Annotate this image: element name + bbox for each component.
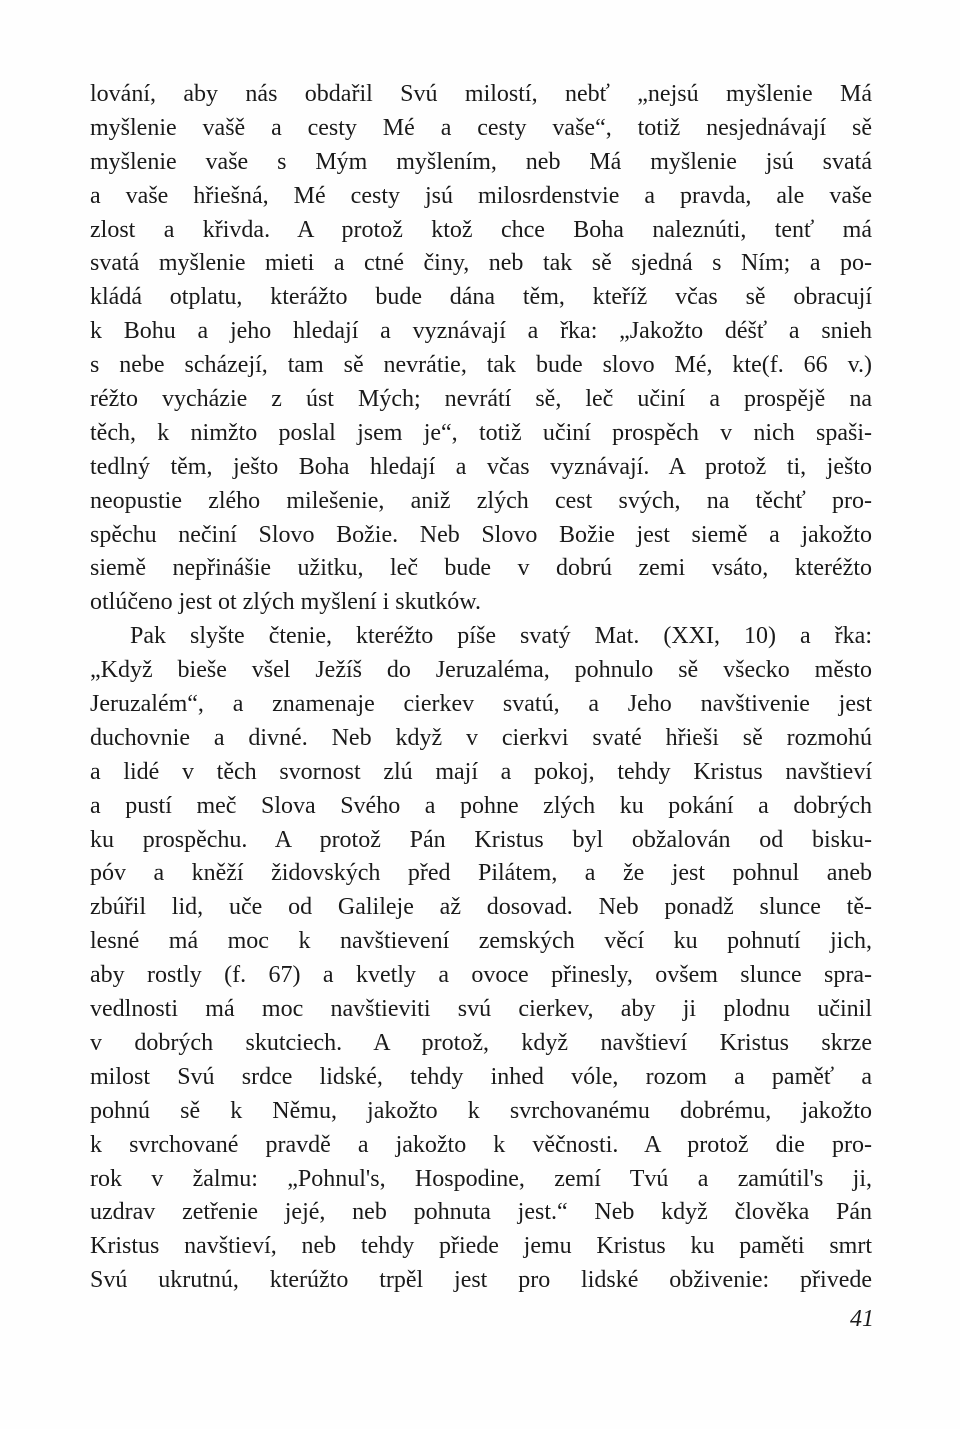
text-line: svatá myšlenie mieti a ctné činy, neb tak sě sjedná s Ním; a po- xyxy=(90,250,872,277)
text-line: Svú ukrutnú, kterúžto trpěl jest pro lidské obživenie: přivede xyxy=(90,1267,872,1294)
text-line: neopustie zlého milešenie, aniž zlých cest svých, na těchť pro- xyxy=(90,487,872,514)
paragraph-end-line: otlúčeno jest ot zlých myšlení i skutków. xyxy=(90,589,482,616)
text-line: a pustí meč Slova Svého a pohne zlých ku pokání a dobrých xyxy=(90,792,872,819)
text-line: lesné má moc k navštievení zemských věcí ku pohnutí jich, xyxy=(90,928,872,955)
text-line: réžto vycházie z úst Mých; nevrátí sě, leč učiní a prospějě na xyxy=(90,386,872,413)
body-text xyxy=(90,78,872,1298)
text-line: s nebe scházejí, tam sě nevrátie, tak bude slovo Mé, kte(f. 66 v.) xyxy=(90,352,872,379)
text-line: a lidé v těch svornost zlú mají a pokoj, tehdy Kristus navštieví xyxy=(90,758,872,785)
text-line: duchovnie a divné. Neb když v cierkvi svaté hřieši sě rozmohú xyxy=(90,724,872,751)
text-line: kládá otplatu, kterážto bude dána těm, kteříž včas sě obracují xyxy=(90,284,872,311)
text-line: tedlný těm, ješto Boha hledají a včas vyznávají. A protož ti, ješto xyxy=(90,453,872,480)
text-line: Kristus navštieví, neb tehdy přiede jemu Kristus ku paměti smrt xyxy=(90,1233,872,1260)
text-line: k Bohu a jeho hledají a vyznávají a řka: „Jakožto déšť a snieh xyxy=(90,318,872,345)
page-number: 41 xyxy=(850,1306,874,1332)
text-line: ku prospěchu. A protož Pán Kristus byl obžalován od bisku- xyxy=(90,826,872,853)
text-line: lování, aby nás obdařil Svú milostí, nebť „nejsú myšlenie Má xyxy=(90,81,872,107)
text-line: spěchu nečiní Slovo Božie. Neb Slovo Božie jest siemě a jakožto xyxy=(90,521,872,548)
text-line: k svrchované pravdě a jakožto k věčnosti. A protož die pro- xyxy=(90,1131,872,1158)
text-line: zbúřil lid, uče od Galileje až dosovad. Neb ponadž slunce tě- xyxy=(90,894,872,921)
paragraph-start-line: Pak slyšte čtenie, kteréžto píše svatý Mat. (XXI, 10) a řka: xyxy=(130,623,872,650)
text-line: uzdrav zetřenie jejé, neb pohnuta jest.“ Neb když člověka Pán xyxy=(90,1199,872,1226)
text-line: aby rostly (f. 67) a kvetly a ovoce přinesly, ovšem slunce spra- xyxy=(90,962,872,989)
text-line: pohnú sě k Němu, jakožto k svrchovanému dobrému, jakožto xyxy=(90,1097,872,1124)
text-line: rok v žalmu: „Pohnul's, Hospodine, zemí Tvú a zamútil's ji, xyxy=(90,1165,872,1192)
text-line: zlost a křivda. A protož ktož chce Boha naleznúti, tenť má xyxy=(90,216,872,243)
text-line: myšlenie vaše s Mým myšlením, neb Má myšlenie jsú svatá xyxy=(90,148,872,175)
text-line: a vaše hřiešná, Mé cesty jsú milosrdenstvie a pravda, ale vaše xyxy=(90,182,872,209)
text-line: těch, k nimžto poslal jsem je“, totiž učiní prospěch v nich spaši- xyxy=(90,419,872,446)
text-line: vedlnosti má moc navštieviti svú cierkev, aby ji plodnu učinil xyxy=(90,996,872,1023)
text-line: v dobrých skutciech. A protož, když navštieví Kristus skrze xyxy=(90,1029,872,1056)
text-line: póv a kněží židovských před Pilátem, a že jest pohnul aneb xyxy=(90,860,872,887)
text-line: siemě nepřinášie užitku, leč bude v dobrú zemi vsáto, kteréžto xyxy=(90,555,872,582)
text-line: milost Svú srdce lidské, tehdy inhed vóle, rozom a paměť a xyxy=(90,1063,872,1090)
text-line: „Když bieše všel Ježíš do Jeruzaléma, pohnulo sě všecko město xyxy=(90,657,872,684)
text-line: Jeruzalém“, a znamenaje cierkev svatú, a Jeho navštivenie jest xyxy=(90,691,872,718)
text-line: myšlenie vašě a cesty Mé a cesty vaše“, totiž nesjednávají sě xyxy=(90,114,872,141)
